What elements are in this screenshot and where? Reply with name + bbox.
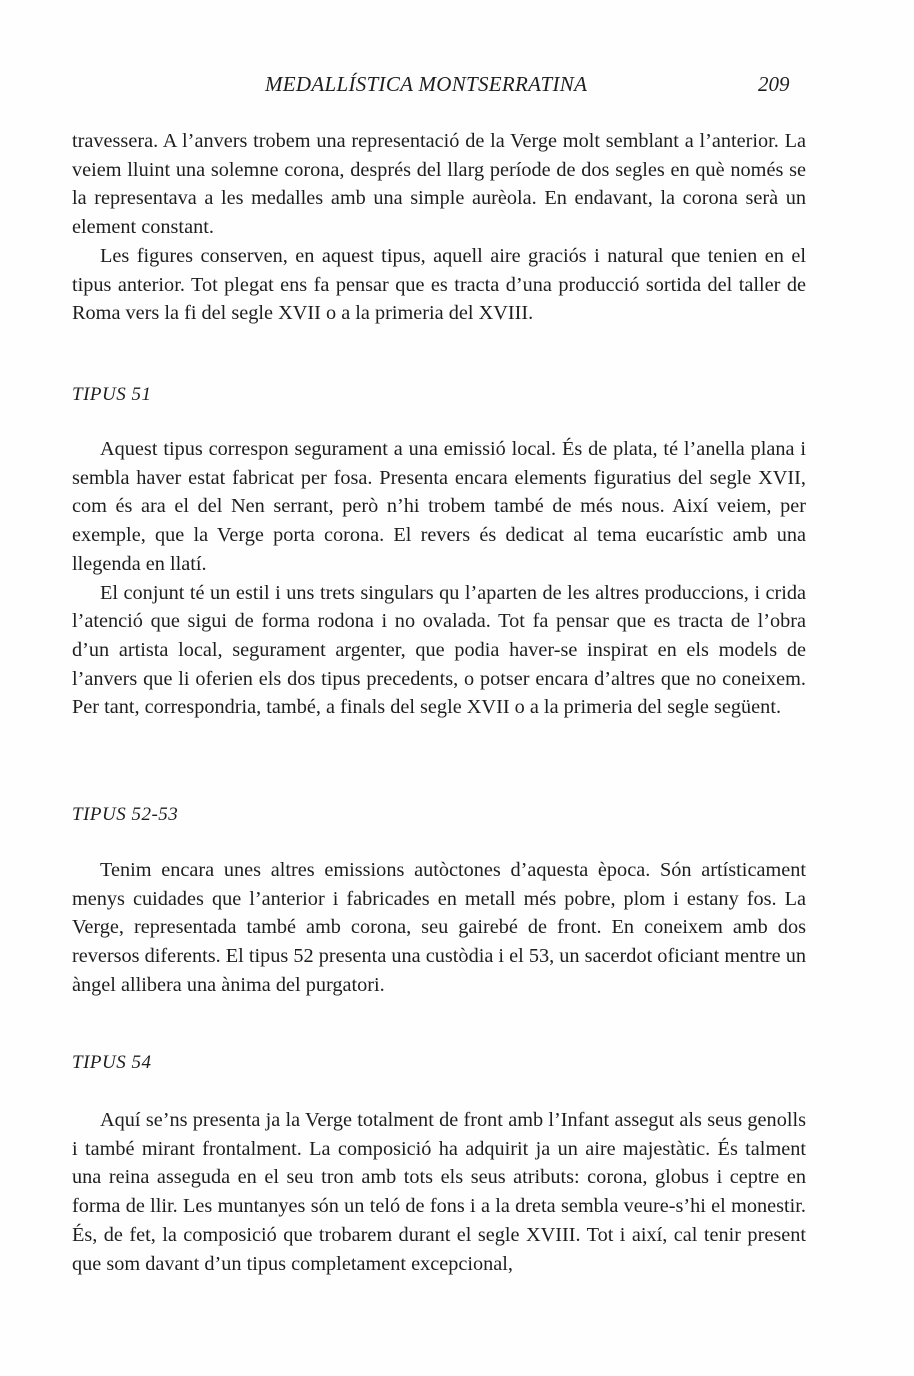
- section-heading-tipus-52-53: TIPUS 52-53: [72, 804, 179, 825]
- section-heading-tipus-51: TIPUS 51: [72, 384, 152, 405]
- section-text-tipus-52-53: [72, 856, 806, 1000]
- section-heading-tipus-54: TIPUS 54: [72, 1052, 152, 1073]
- section-text-tipus-51: [72, 435, 806, 722]
- paragraph: travessera. A l’anvers trobem una representació de la Verge molt semblant a l’anterior. La veiem lluint una solemne corona, després del llarg període de dos segles en què només se la representava a les medalles amb una simple aurèola. En endavant, la corona serà un element constant.: [72, 130, 806, 239]
- section-text-tipus-54: [72, 1106, 806, 1278]
- paragraph: Aquest tipus correspon segurament a una emissió local. És de plata, té l’anella plana i sembla haver estat fabricat per fosa. Presenta encara elements figuratius del segle XVII, com és ara el del Nen serrant, però n’hi trobem també de més nous. Així veiem, per exemple, que la Verge porta corona. El revers és dedicat al tema eucarístic amb una llegenda en llatí.: [72, 438, 806, 575]
- running-title: MEDALLÍSTICA MONTSERRATINA: [265, 72, 588, 96]
- paragraph: Tenim encara unes altres emissions autòctones d’aquesta època. Són artísticament menys cuidades que l’anterior i fabricades en metall més pobre, plom i estany fos. La Verge, representada també amb corona, seu gairebé de front. En coneixem amb dos reversos diferents. El tipus 52 presenta una custòdia i el 53, un sacerdot oficiant mentre un àngel allibera una ànima del purgatori.: [72, 859, 806, 996]
- intro-text: [72, 127, 806, 328]
- paragraph: El conjunt té un estil i uns trets singulars qu l’aparten de les altres produccions, i crida l’atenció que sigui de forma rodona i no ovalada. Tot fa pensar que es tracta de l’obra d’un artista local, segurament argenter, que podia haver-se inspirat en els models de l’anvers que li oferien els dos tipus precedents, o potser encara d’altres que no coneixem. Per tant, correspondria, també, a finals del segle XVII o a la primeria del segle següent.: [72, 581, 806, 719]
- page-number: 209: [758, 72, 790, 96]
- paragraph: Les figures conserven, en aquest tipus, aquell aire graciós i natural que tenien en el tipus anterior. Tot plegat ens fa pensar que es tracta d’una producció sortida del taller de Roma vers la fi del segle XVII o a la primeria del XVIII.: [72, 244, 806, 325]
- running-head: [0, 72, 914, 102]
- paragraph: Aquí se’ns presenta ja la Verge totalment de front amb l’Infant assegut als seus genolls i també mirant frontalment. La composició ha adquirit ja un aire majestàtic. És talment una reina asseguda en el seu tron amb tots els seus atributs: corona, globus i ceptre en forma de llir. Les muntanyes són un teló de fons i a la dreta sembla veure-s’hi el monestir. És, de fet, la composició que trobarem durant el segle XVIII. Tot i així, cal tenir present que som davant d’un tipus completament excepcional,: [72, 1109, 806, 1275]
